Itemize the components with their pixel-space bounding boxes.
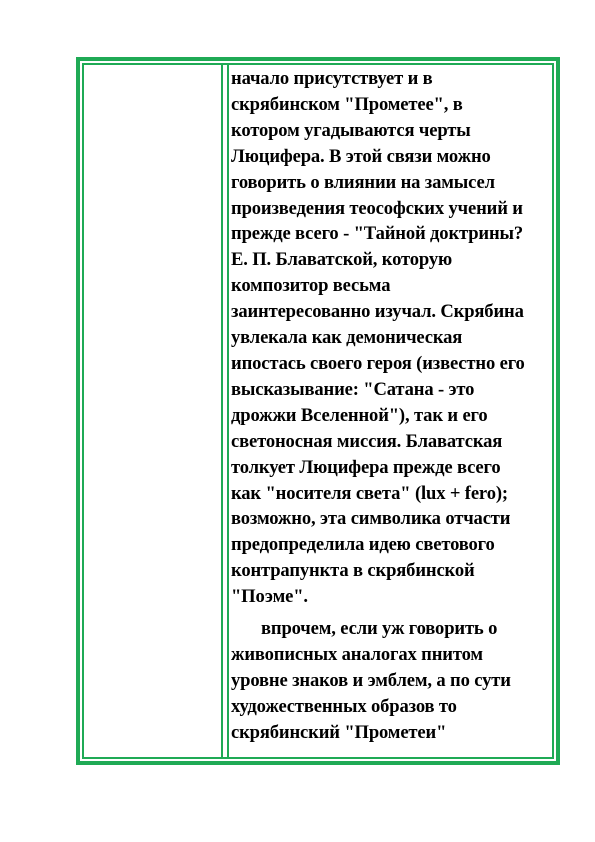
paragraph-2 (231, 616, 553, 746)
text-line: художественных образов то (231, 695, 457, 717)
text-line: ипостась своего героя (известно его (231, 352, 525, 374)
text-line: "Поэме". (231, 586, 308, 608)
text-line: увлекала как демоническая (231, 327, 463, 349)
text-line: толкует Люцифера прежде всего (231, 456, 501, 478)
text-line: композитор весьма (231, 275, 391, 297)
empty-left-cell (84, 65, 221, 757)
text-line: скрябинский "Прометеи" (231, 721, 447, 743)
text-line: дрожжи Вселенной"), так и его (231, 404, 488, 426)
text-line: заинтересованно изучал. Скрябина (231, 301, 524, 323)
text-line: скрябинском "Прометее", в (231, 93, 463, 115)
text-line: высказывание: "Сатана - это (231, 378, 475, 400)
text-line: котором угадываются черты (231, 119, 471, 141)
column-divider-right (227, 63, 229, 759)
text-line: контрапункта в скрябинской (231, 560, 475, 582)
text-line: живописных аналогах пнитом (231, 643, 483, 665)
text-line: начало присутствует и в (231, 68, 433, 89)
text-line: как "носителя света" (lux + fero); (231, 482, 508, 504)
text-line: светоносная миссия. Блаватская (231, 430, 503, 452)
text-line: Е. П. Блаватской, которую (231, 249, 453, 271)
text-cell (231, 66, 553, 756)
column-divider-left (221, 63, 223, 759)
text-line: возможно, эта символика отчасти (231, 508, 511, 530)
text-line: Люцифера. В этой связи можно (231, 145, 491, 167)
text-line: говорить о влиянии на замысел (231, 171, 495, 193)
text-line: впрочем, если уж говорить о (261, 618, 498, 640)
paragraph-1 (231, 66, 553, 610)
text-line: предопределила идею светового (231, 534, 495, 556)
text-line: уровне знаков и эмблем, а по сути (231, 669, 511, 691)
text-line: произведения теософских учений и (231, 197, 523, 219)
text-line: прежде всего - "Тайной доктрины? (231, 223, 524, 245)
